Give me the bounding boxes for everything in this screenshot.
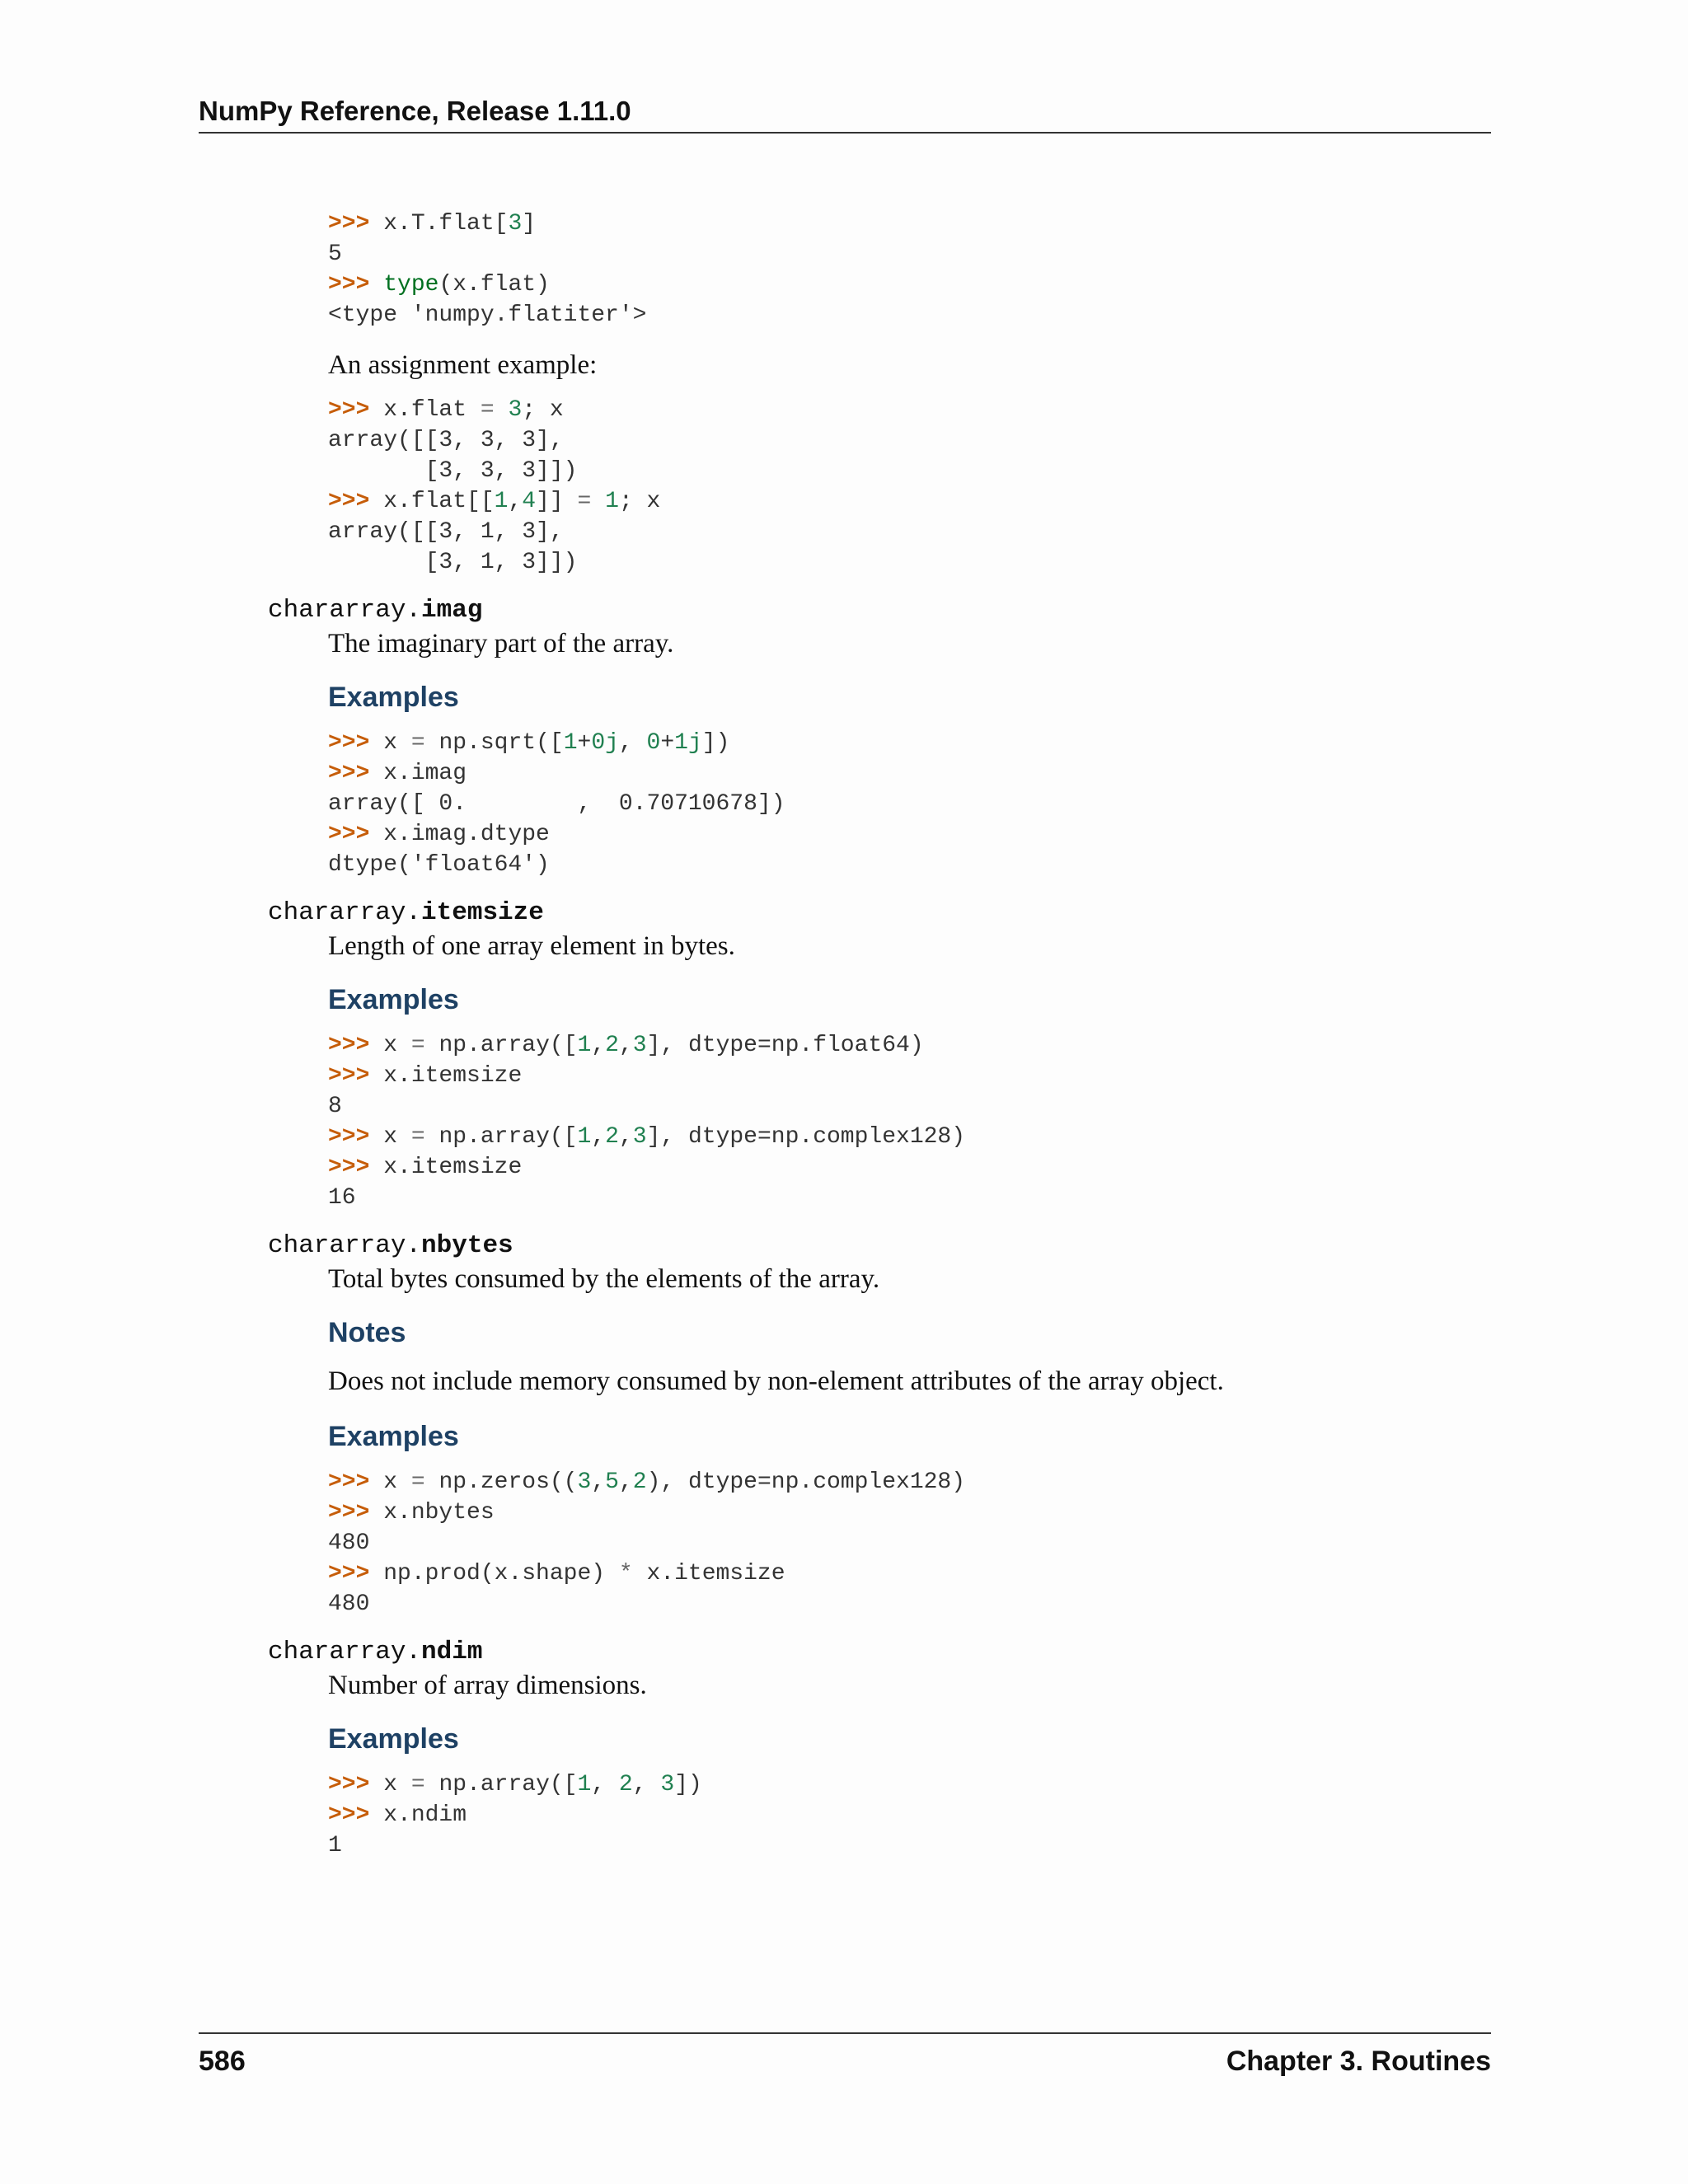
signature-prefix: chararray. [268, 1231, 422, 1260]
code-block [328, 1467, 1688, 1619]
prompt-marker: >>> [328, 1772, 370, 1797]
notes-text: Does not include memory consumed by non-element attributes of the array object. [328, 1366, 1224, 1396]
code-input-line [328, 1061, 1688, 1091]
code-input-line [328, 819, 1688, 850]
code-input-line [328, 728, 1688, 758]
prompt-marker: >>> [328, 1155, 370, 1180]
code-output-line [328, 547, 1688, 578]
code-output-line [328, 1091, 1688, 1122]
code-output-line [328, 850, 1688, 880]
prompt-marker: >>> [328, 730, 370, 756]
output-text: <type 'numpy.flatiter'> [328, 302, 647, 328]
output-text: 480 [328, 1591, 370, 1617]
signature-prefix: chararray. [268, 596, 422, 625]
output-text: 480 [328, 1530, 370, 1556]
output-text: 16 [328, 1185, 356, 1211]
code-text: x.nbytes [369, 1500, 495, 1526]
prompt-marker: >>> [328, 1063, 370, 1089]
attribute-description: Total bytes consumed by the elements of the array. [328, 1264, 880, 1294]
prompt-marker: >>> [328, 1500, 370, 1526]
output-text: array([ 0. , 0.70710678]) [328, 791, 785, 817]
prompt-marker: >>> [328, 1561, 370, 1586]
code-text: x = np.zeros((3,5,2), dtype=np.complex128) [369, 1469, 966, 1495]
output-text: 5 [328, 241, 342, 267]
code-block [328, 1769, 1688, 1861]
signature-name: ndim [421, 1638, 483, 1666]
code-text: x.imag [369, 761, 467, 786]
attribute-description: Length of one array element in bytes. [328, 931, 735, 961]
signature-name: imag [421, 596, 483, 625]
output-text: array([[3, 1, 3], [328, 519, 564, 545]
code-text: x.itemsize [369, 1063, 523, 1089]
signature-name: itemsize [421, 898, 544, 927]
prompt-marker: >>> [328, 822, 370, 847]
code-output-line [328, 456, 1688, 486]
attribute-signature-itemsize [268, 897, 1688, 930]
code-output-line [328, 1830, 1688, 1861]
code-output-line [328, 300, 1688, 330]
code-text: x.imag.dtype [369, 822, 550, 847]
page-content [0, 209, 1688, 1861]
prompt-marker: >>> [328, 211, 370, 237]
code-input-line [328, 209, 1688, 239]
code-block [328, 728, 1688, 880]
code-text: x = np.sqrt([1+0j, 0+1j]) [369, 730, 730, 756]
output-text: 1 [328, 1833, 342, 1858]
code-output-line [328, 425, 1688, 456]
code-input-line [328, 1497, 1688, 1528]
prompt-marker: >>> [328, 1469, 370, 1495]
prompt-marker: >>> [328, 1033, 370, 1058]
output-text: [3, 1, 3]]) [328, 550, 578, 575]
examples-heading: Examples [328, 984, 459, 1015]
examples-heading: Examples [328, 1723, 459, 1755]
page-footer [199, 2032, 1491, 2080]
code-text: x.T.flat[3] [369, 211, 537, 237]
notes-heading: Notes [328, 1317, 406, 1348]
code-output-line [328, 239, 1688, 269]
code-input-line [328, 758, 1688, 789]
attribute-description: The imaginary part of the array. [328, 629, 674, 658]
signature-prefix: chararray. [268, 1638, 422, 1666]
page-number: 586 [199, 2046, 246, 2077]
code-text: x = np.array([1,2,3], dtype=np.float64) [369, 1033, 924, 1058]
code-input-line [328, 395, 1688, 425]
assignment-text: An assignment example: [328, 350, 598, 380]
code-input-line [328, 1558, 1688, 1589]
code-output-line [328, 789, 1688, 819]
code-input-line [328, 1122, 1688, 1152]
prompt-marker: >>> [328, 1802, 370, 1828]
code-output-line [328, 1183, 1688, 1213]
code-block [328, 395, 1688, 578]
attribute-signature-nbytes [268, 1230, 1688, 1263]
output-text: 8 [328, 1094, 342, 1119]
code-output-line [328, 1528, 1688, 1558]
code-input-line [328, 486, 1688, 517]
code-input-line [328, 1800, 1688, 1830]
attribute-signature-imag [268, 594, 1688, 627]
code-text: type(x.flat) [383, 272, 550, 298]
prompt-marker: >>> [328, 397, 370, 423]
code-output-line [328, 1589, 1688, 1619]
attribute-signature-ndim [268, 1636, 1688, 1669]
signature-name: nbytes [421, 1231, 513, 1260]
code-block [328, 209, 1688, 330]
code-text: x.itemsize [369, 1155, 523, 1180]
code-text: np.prod(x.shape) * x.itemsize [369, 1561, 785, 1586]
examples-heading: Examples [328, 682, 459, 713]
code-input-line [328, 1769, 1688, 1800]
code-input-line [328, 269, 1688, 300]
attribute-description: Number of array dimensions. [328, 1671, 647, 1700]
code-input-line [328, 1467, 1688, 1497]
code-input-line [328, 1030, 1688, 1061]
code-text: x.ndim [369, 1802, 467, 1828]
code-text: x = np.array([1,2,3], dtype=np.complex128) [369, 1124, 966, 1150]
prompt-marker: >>> [328, 489, 370, 514]
code-text: x = np.array([1, 2, 3]) [369, 1772, 702, 1797]
examples-heading: Examples [328, 1421, 459, 1452]
prompt-marker: >>> [328, 761, 370, 786]
code-block [328, 1030, 1688, 1213]
output-text: array([[3, 3, 3], [328, 428, 564, 453]
code-text: x.flat = 3; x [369, 397, 564, 423]
code-output-line [328, 517, 1688, 547]
page-header: NumPy Reference, Release 1.11.0 [199, 92, 1491, 134]
prompt-marker: >>> [328, 1124, 370, 1150]
code-input-line [328, 1152, 1688, 1183]
output-text: [3, 3, 3]]) [328, 458, 578, 484]
chapter-title: Chapter 3. Routines [1226, 2046, 1491, 2077]
prompt-marker: >>> [328, 272, 370, 298]
output-text: dtype('float64') [328, 852, 550, 878]
signature-prefix: chararray. [268, 898, 422, 927]
code-text: x.flat[[1,4]] = 1; x [369, 489, 661, 514]
